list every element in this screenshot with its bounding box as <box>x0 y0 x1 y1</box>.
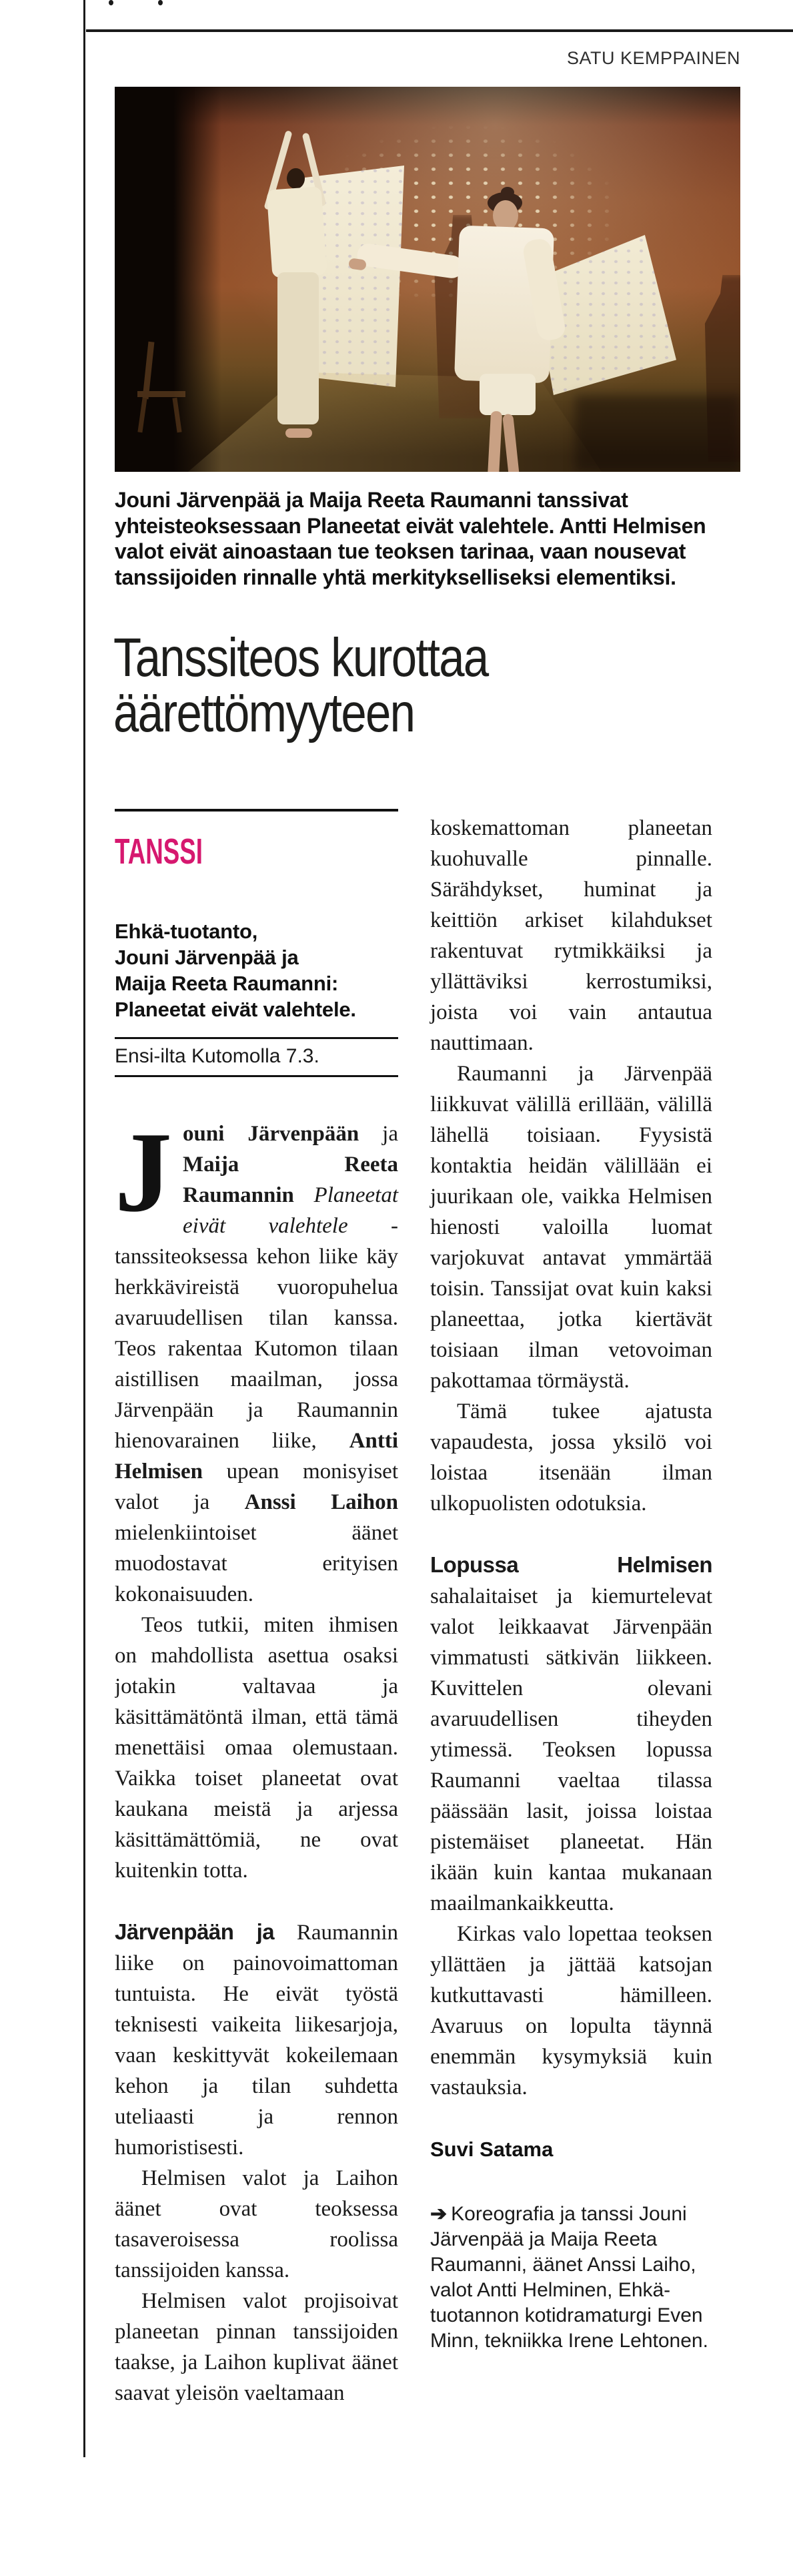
text-segment: ja <box>359 1122 398 1146</box>
kicker-rule <box>115 809 398 812</box>
dancer-feet <box>285 428 312 438</box>
article-column-2 <box>430 809 712 2457</box>
body-text-column-2 <box>430 813 712 2103</box>
dancer-leg <box>502 414 526 472</box>
body-text-column-1 <box>115 1109 398 2408</box>
production-info-box <box>115 918 398 1022</box>
dancer-hair-bun <box>501 187 514 198</box>
text-segment: mielenkiintoiset äänet muodostavat erityisen kokonaisuuden. <box>115 1521 398 1606</box>
audience-chair-silhouette <box>133 342 195 434</box>
text-segment: Helmisen valot projisoivat planeetan pinnan tanssijoiden taakse, ja Laihon kuplivat äänet saavat yleisön vaeltamaan <box>115 2289 398 2405</box>
text-segment: Raumannin liike on painovoimattoman tuntuista. He eivät työstä teknisesti vaikeita liikesarjoja, vaan keskittyvät kokeilemaan kehon ja tilan suhdetta uteliaasti ja rennon humoristisesti. <box>115 1921 398 2160</box>
text-segment: sahalaitaiset ja kiemurtelevat valot leikkaavat Järvenpään vimmatusti sätkivän liikkeen. Kuvittelen olevani avaruudellisen tiheyden ytimessä. Teoksen lopussa Raumanni vaeltaa tilassa päässään lasit, joissa loistaa pistemäiset planeetat. Hän ikään kuin kantaa mukanaan maailmankaikkeutta. <box>430 1584 712 1915</box>
production-credits-note <box>430 2202 712 2354</box>
text-segment: Järvenpään ja <box>115 1919 275 1944</box>
text-segment: koskemattoman planeetan kuohuvalle pinnalle. Särähdykset, huminat ja keittiön arkiset kilahdukset rakentuvat rytmikkäiksi ja yllättäviksi kerrostumiksi, joista voi vain antautua nauttimaan. <box>430 816 712 1055</box>
stage-photo <box>115 87 740 472</box>
premiere-line: Ensi-ilta Kutomolla 7.3. <box>115 1045 319 1067</box>
chair-seat <box>137 391 185 397</box>
text-segment: Tämä tukee ajatusta vapaudesta, jossa yksilö voi loistaa itsenään ilman ulkopuolisten odotuksia. <box>430 1399 712 1516</box>
cropped-text-dot <box>109 0 113 5</box>
chair-leg <box>172 398 181 432</box>
dancer-torso <box>266 186 327 278</box>
text-segment: ouni Järvenpään <box>183 1122 359 1146</box>
body-paragraph <box>115 2286 398 2408</box>
info-line: Ehkä-tuotanto, <box>115 920 258 943</box>
info-line: Maija Reeta Raumanni: <box>115 972 339 995</box>
body-paragraph <box>115 1917 398 2163</box>
text-segment: Kirkas valo lopettaa teoksen yllättäen ja jättää katsojan kutkuttavasti hämilleen. Avaruus on lopulta täynnä enemmän kysymyksiä kuin vastauksia. <box>430 1922 712 2100</box>
article-headline <box>113 627 488 743</box>
text-segment: Anssi Laihon <box>244 1490 398 1514</box>
text-segment: -tanssiteoksessa kehon liike käy herkkävireistä vuoropuhelua avaruudellisen tilan kanssa. Teos rakentaa Kutomon tilaan aistillisen maailman, jossa Järvenpään ja Raumannin hienovarainen liike, <box>115 1214 398 1453</box>
credits-text: Koreografia ja tanssi Jouni Järvenpää ja Maija Reeta Raumanni, äänet Anssi Laiho, valot Antti Helminen, Ehkä-tuotannon kotidramaturgi Even Minn, tekniikka Irene Lehtonen. <box>430 2203 708 2352</box>
text-segment: Teos tutkii, miten ihmisen on mahdollista asettua osaksi jotakin valtavaa ja käsittämätöntä ilman, että tämä menettäisi omaa olemustaan. Vaikka toiset planeetat ovat kaukana meistä ja arjessa käsittämättömiä, ne ovat kuitenkin totta. <box>115 1613 398 1883</box>
text-segment: upean monisyiset valot ja <box>115 1460 398 1514</box>
text-segment: Helmisen valot ja Laihon äänet ovat teoksessa tasaveroisessa roolissa tanssijoiden kanssa. <box>115 2166 398 2282</box>
headline-line-2: äärettömyyteen <box>113 683 415 743</box>
info-line: Planeetat eivät valehtele. <box>115 998 356 1021</box>
body-paragraph <box>115 1109 398 1610</box>
dancer-shorts <box>480 374 536 415</box>
dancer-figure-left <box>247 131 353 471</box>
text-segment: Lopussa Helmisen <box>430 1552 712 1577</box>
section-top-rule <box>86 29 793 32</box>
body-paragraph <box>115 1610 398 1886</box>
photo-credit: SATU KEMPPAINEN <box>566 48 740 68</box>
dancer-legs <box>277 272 319 424</box>
body-paragraph <box>430 1058 712 1396</box>
text-segment <box>294 1183 314 1207</box>
column-divider-rule <box>83 0 85 2457</box>
section-kicker: TANSSI <box>115 832 203 872</box>
chair-leg <box>137 398 147 432</box>
body-paragraph <box>430 1396 712 1519</box>
article-column-1 <box>115 809 398 2457</box>
dancer-head <box>287 168 305 189</box>
dancer-figure-center <box>418 195 592 472</box>
photo-caption: Jouni Järvenpää ja Maija Reeta Raumanni tanssivat yhteisteoksessaan Planeetat eivät valehtele. Antti Helmisen valot eivät ainoastaan tue teoksen tarinaa, vaan nousevat tanssijoiden rinnalle yhtä merkitykselliseksi elementiksi. <box>115 488 706 589</box>
drop-cap: J <box>115 1109 172 1236</box>
cropped-text-dot <box>158 0 163 5</box>
article-body <box>115 809 712 2457</box>
text-segment: Antti Helmisen <box>115 1429 398 1484</box>
info-rule-bottom <box>115 1075 398 1077</box>
text-segment: Planeetat eivät valehtele <box>183 1183 398 1238</box>
stage-floor-shade <box>575 395 740 472</box>
headline-line-1: Tanssiteos kurottaa <box>113 627 488 688</box>
text-segment: Maija Reeta Raumannin <box>183 1153 398 1207</box>
text-segment: Raumanni ja Järvenpää liikkuvat välillä erillään, välillä lähellä toisiaan. Fyysistä kontaktia heidän välillään ei juurikaan ole, vaikka Helmisen hienosti valoilla luomat varjokuvat antavat ymmärtää toisin. Tanssijat ovat kuin kaksi planeettaa, jotka kiertävät toisiaan ilman vetovoiman pakottamaa törmäystä. <box>430 1062 712 1393</box>
info-line: Jouni Järvenpää ja <box>115 946 299 969</box>
author-byline: Suvi Satama <box>430 2138 554 2161</box>
dancer-leg <box>484 411 502 472</box>
body-paragraph <box>430 813 712 1058</box>
arrow-icon: ➔ <box>430 2203 448 2225</box>
body-paragraph <box>430 1919 712 2103</box>
body-paragraph <box>430 1550 712 1919</box>
body-paragraph <box>115 2163 398 2286</box>
